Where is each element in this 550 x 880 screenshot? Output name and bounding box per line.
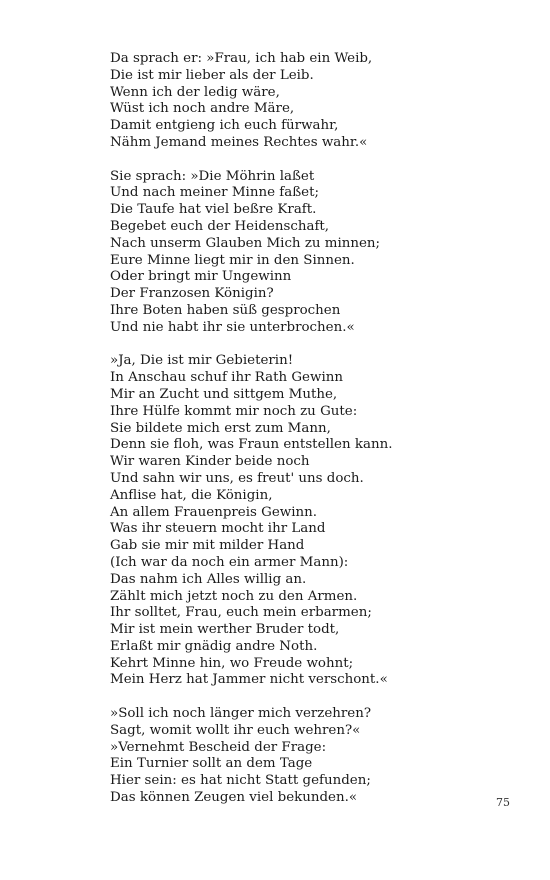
verse-line: Anflise hat, die Königin, (110, 487, 273, 503)
verse-line: Und sahn wir uns, es freut' uns doch. (110, 470, 364, 486)
stanza-1 (110, 51, 510, 152)
verse-line: »Soll ich noch länger mich verzehren? (110, 706, 372, 722)
verse-line: »Ja, Die ist mir Gebieterin! (110, 353, 294, 369)
poem-text (110, 51, 510, 824)
verse-line: Denn sie floh, was Fraun entstellen kann. (110, 437, 393, 453)
verse-line: Hier sein: es hat nicht Statt gefunden; (110, 773, 371, 789)
verse-line: Ihre Hülfe kommt mir noch zu Gute: (110, 403, 358, 419)
verse-line: »Vernehmt Bescheid der Frage: (110, 739, 327, 755)
verse-line: Das können Zeugen viel bekunden.« (110, 790, 358, 806)
verse-line: Begebet euch der Heidenschaft, (110, 218, 330, 234)
verse-line: Ihre Boten haben süß gesprochen (110, 302, 341, 318)
verse-line: (Ich war da noch ein armer Mann): (110, 554, 349, 570)
verse-line: Sagt, womit wollt ihr euch wehren?« (110, 722, 361, 738)
verse-line: Gab sie mir mit milder Hand (110, 538, 305, 554)
verse-line: Sie sprach: »Die Möhrin laßet (110, 168, 315, 184)
verse-line: Oder bringt mir Ungewinn (110, 269, 292, 285)
page-number: 75 (496, 796, 510, 809)
verse-line: Ihr solltet, Frau, euch mein erbarmen; (110, 605, 372, 621)
verse-line: Da sprach er: »Frau, ich hab ein Weib, (110, 51, 373, 66)
stanza-4 (110, 706, 510, 807)
verse-line: Wenn ich der ledig wäre, (110, 84, 280, 100)
verse-line: Was ihr steuern mocht ihr Land (110, 521, 326, 537)
verse-line: Kehrt Minne hin, wo Freude wohnt; (110, 655, 354, 671)
verse-line: Mein Herz hat Jammer nicht verschont.« (110, 672, 388, 688)
verse-line: Die Taufe hat viel beßre Kraft. (110, 202, 317, 218)
verse-line: Mir ist mein werther Bruder todt, (110, 622, 340, 638)
verse-line: An allem Frauenpreis Gewinn. (110, 504, 318, 520)
stanza-3 (110, 353, 510, 689)
verse-line: Sie bildete mich erst zum Mann, (110, 420, 331, 436)
verse-line: Der Franzosen Königin? (110, 286, 274, 302)
verse-line: Ein Turnier sollt an dem Tage (110, 756, 313, 772)
verse-line: Und nach meiner Minne faßet; (110, 185, 319, 201)
verse-line: Das nahm ich Alles willig an. (110, 571, 307, 587)
verse-line: Mir an Zucht und sittgem Muthe, (110, 386, 338, 402)
verse-line: Wir waren Kinder beide noch (110, 454, 310, 470)
verse-line: Wüst ich noch andre Märe, (110, 101, 295, 117)
verse-line: Erlaßt mir gnädig andre Noth. (110, 638, 318, 654)
verse-line: Und nie habt ihr sie unterbrochen.« (110, 319, 355, 335)
verse-line: In Anschau schuf ihr Rath Gewinn (110, 370, 343, 386)
verse-line: Nähm Jemand meines Rechtes wahr.« (110, 134, 368, 150)
verse-line: Nach unserm Glauben Mich zu minnen; (110, 235, 381, 251)
verse-line: Damit entgieng ich euch fürwahr, (110, 118, 339, 134)
verse-line: Eure Minne liegt mir in den Sinnen. (110, 252, 355, 268)
stanza-2 (110, 169, 510, 337)
verse-line: Die ist mir lieber als der Leib. (110, 67, 314, 83)
verse-line: Zählt mich jetzt noch zu den Armen. (110, 588, 358, 604)
